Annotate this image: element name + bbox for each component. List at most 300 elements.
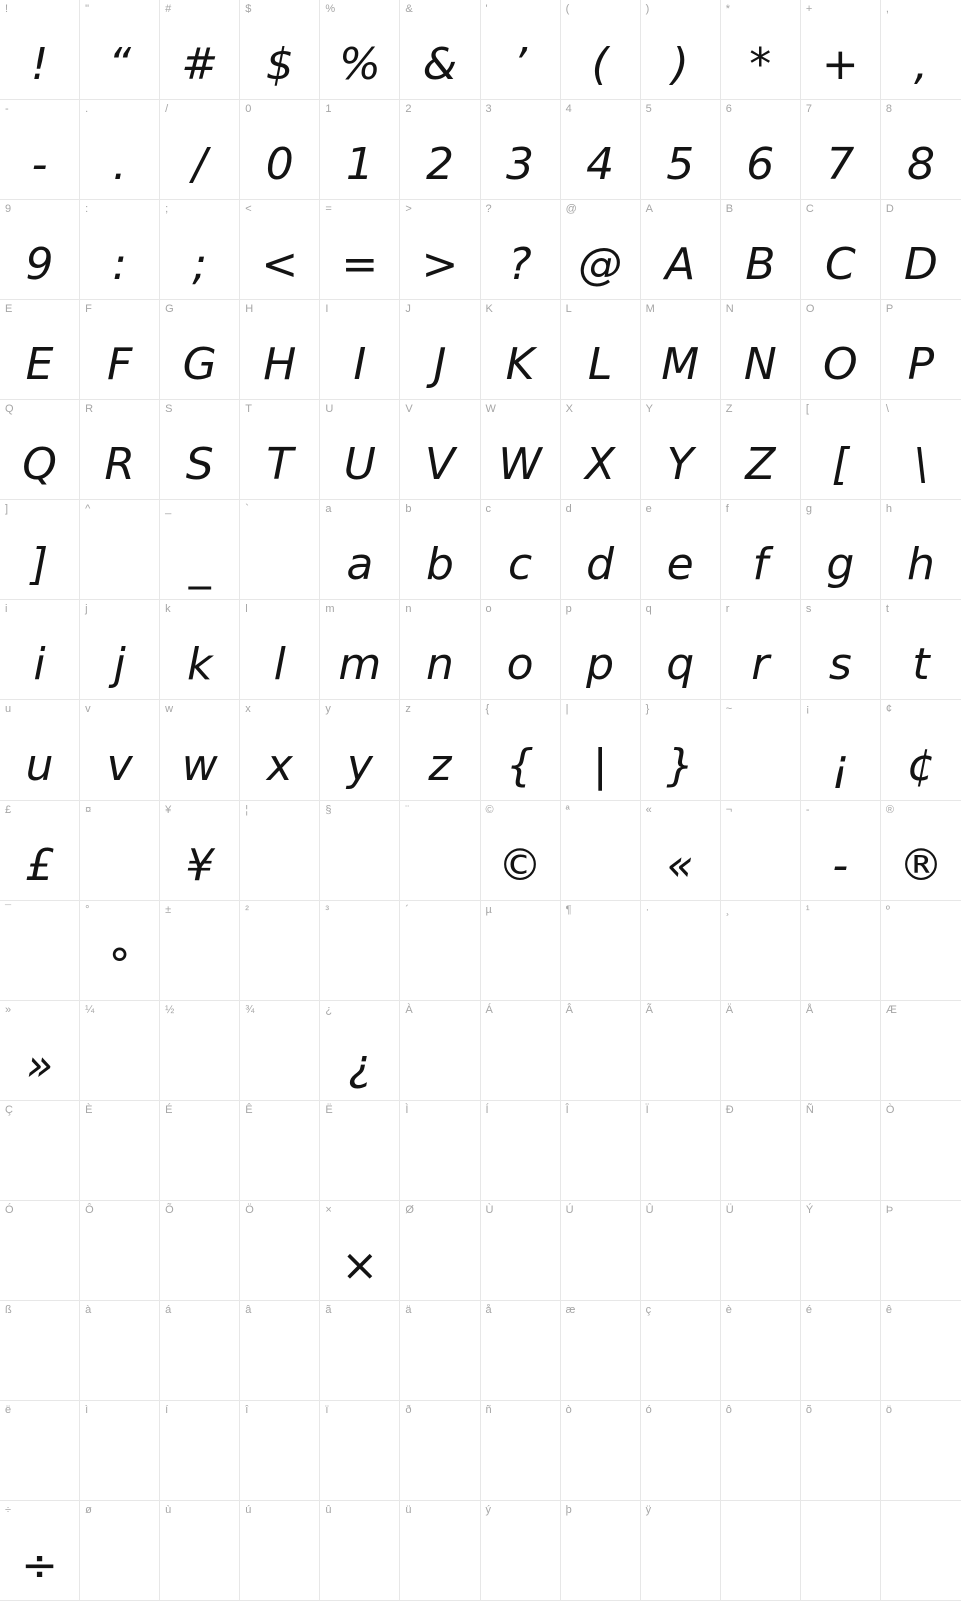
glyph-code-label: g bbox=[805, 503, 812, 516]
glyph-cell bbox=[801, 1001, 881, 1101]
glyph-cell bbox=[481, 1501, 561, 1601]
glyph-code-label: ¡ bbox=[805, 703, 810, 716]
glyph-code-label: ü bbox=[405, 1503, 412, 1516]
glyph-code-label: å bbox=[485, 1303, 492, 1316]
glyph-cell bbox=[641, 300, 721, 400]
glyph-code-label: ù bbox=[165, 1503, 172, 1516]
glyph-cell bbox=[320, 1301, 400, 1401]
glyph-code-label: : bbox=[85, 203, 89, 216]
glyph-code-label: - bbox=[5, 103, 9, 116]
glyph-cell bbox=[400, 1101, 480, 1201]
glyph-code-label: 0 bbox=[245, 103, 252, 116]
glyph-preview: ? bbox=[508, 239, 532, 291]
glyph-cell bbox=[400, 1501, 480, 1601]
glyph-cell bbox=[481, 600, 561, 700]
glyph-cell bbox=[801, 200, 881, 300]
glyph-code-label: L bbox=[565, 303, 572, 316]
glyph-cell bbox=[481, 0, 561, 100]
glyph-preview: f bbox=[752, 539, 769, 591]
glyph-code-label: ì bbox=[85, 1403, 89, 1416]
glyph-cell bbox=[320, 300, 400, 400]
glyph-code-label: ¨ bbox=[405, 803, 410, 816]
glyph-cell bbox=[80, 600, 160, 700]
glyph-code-label: ê bbox=[885, 1303, 893, 1316]
glyph-preview: © bbox=[498, 839, 543, 891]
glyph-code-label: F bbox=[85, 303, 92, 316]
glyph-code-label: < bbox=[245, 203, 252, 216]
glyph-cell bbox=[801, 1101, 881, 1201]
glyph-code-label: è bbox=[725, 1303, 732, 1316]
glyph-cell bbox=[240, 400, 320, 500]
glyph-code-label: ¬ bbox=[725, 803, 733, 816]
glyph-cell bbox=[721, 801, 801, 901]
glyph-code-label: £ bbox=[5, 803, 12, 816]
glyph-code-label: 8 bbox=[885, 103, 893, 116]
glyph-preview: 2 bbox=[425, 139, 454, 191]
glyph-preview: e bbox=[666, 539, 694, 591]
glyph-preview: Z bbox=[745, 439, 776, 491]
glyph-preview: @ bbox=[578, 239, 623, 291]
glyph-code-label: Z bbox=[725, 403, 733, 416]
glyph-cell bbox=[80, 1001, 160, 1101]
glyph-code-label: ^ bbox=[85, 503, 91, 516]
glyph-cell bbox=[561, 500, 641, 600]
glyph-code-label: 4 bbox=[565, 103, 572, 116]
glyph-cell bbox=[721, 500, 801, 600]
glyph-code-label: ó bbox=[645, 1403, 652, 1416]
glyph-code-label: í bbox=[165, 1403, 169, 1416]
glyph-cell bbox=[0, 100, 80, 200]
glyph-code-label: é bbox=[805, 1303, 812, 1316]
glyph-cell bbox=[320, 100, 400, 200]
glyph-cell bbox=[481, 1401, 561, 1501]
glyph-code-label: ; bbox=[165, 203, 169, 216]
glyph-cell bbox=[320, 700, 400, 800]
glyph-cell bbox=[561, 300, 641, 400]
glyph-cell bbox=[721, 600, 801, 700]
glyph-code-label: æ bbox=[565, 1303, 576, 1316]
glyph-cell bbox=[561, 0, 641, 100]
glyph-code-label: ' bbox=[485, 3, 488, 15]
glyph-code-label: î bbox=[245, 1403, 249, 1416]
glyph-code-label: - bbox=[805, 803, 810, 816]
glyph-cell bbox=[400, 300, 480, 400]
glyph-code-label: â bbox=[245, 1303, 252, 1316]
glyph-code-label: N bbox=[725, 303, 734, 316]
glyph-cell bbox=[320, 500, 400, 600]
glyph-code-label: È bbox=[85, 1103, 93, 1116]
glyph-cell bbox=[481, 400, 561, 500]
glyph-code-label: ä bbox=[405, 1303, 412, 1316]
glyph-cell bbox=[881, 1501, 961, 1601]
glyph-cell bbox=[80, 500, 160, 600]
glyph-preview: Y bbox=[666, 439, 694, 491]
glyph-code-label: Á bbox=[485, 1003, 493, 1016]
glyph-cell bbox=[160, 500, 240, 600]
glyph-code-label: * bbox=[725, 3, 731, 15]
glyph-cell bbox=[481, 901, 561, 1001]
glyph-code-label: Ö bbox=[245, 1203, 254, 1216]
glyph-cell bbox=[160, 1301, 240, 1401]
glyph-code-label: m bbox=[325, 603, 335, 616]
glyph-preview: N bbox=[743, 339, 777, 391]
glyph-preview: o bbox=[506, 639, 534, 691]
glyph-cell bbox=[320, 1201, 400, 1301]
glyph-cell bbox=[240, 1301, 320, 1401]
glyph-code-label: ¼ bbox=[85, 1003, 95, 1016]
glyph-code-label: ë bbox=[5, 1403, 12, 1416]
glyph-preview: c bbox=[507, 539, 533, 591]
glyph-cell bbox=[400, 1301, 480, 1401]
glyph-cell bbox=[881, 1001, 961, 1101]
glyph-preview: w bbox=[181, 739, 218, 791]
glyph-code-label: É bbox=[165, 1103, 173, 1116]
glyph-cell bbox=[160, 200, 240, 300]
glyph-preview: r bbox=[751, 639, 770, 691]
glyph-cell bbox=[0, 400, 80, 500]
glyph-cell bbox=[881, 700, 961, 800]
glyph-code-label: à bbox=[85, 1303, 92, 1316]
glyph-cell bbox=[80, 1301, 160, 1401]
glyph-cell bbox=[721, 1501, 801, 1601]
glyph-code-label: ¥ bbox=[165, 803, 172, 816]
glyph-cell bbox=[721, 700, 801, 800]
glyph-code-label: Ë bbox=[325, 1103, 333, 1116]
glyph-preview: ¥ bbox=[185, 839, 214, 891]
glyph-preview: s bbox=[828, 639, 852, 691]
glyph-code-label: Ò bbox=[885, 1103, 895, 1116]
glyph-code-label: Þ bbox=[885, 1203, 894, 1216]
glyph-code-label: û bbox=[325, 1503, 332, 1516]
glyph-code-label: [ bbox=[805, 403, 809, 416]
glyph-code-label: ³ bbox=[325, 903, 329, 916]
glyph-preview: [ bbox=[831, 439, 849, 491]
glyph-cell bbox=[881, 1201, 961, 1301]
glyph-cell bbox=[641, 1501, 721, 1601]
glyph-code-label: ½ bbox=[165, 1003, 175, 1016]
glyph-cell bbox=[320, 1401, 400, 1501]
glyph-preview: \ bbox=[913, 439, 929, 491]
glyph-cell bbox=[400, 1201, 480, 1301]
glyph-code-label: Ï bbox=[645, 1103, 649, 1116]
glyph-cell bbox=[801, 901, 881, 1001]
glyph-code-label: á bbox=[165, 1303, 172, 1316]
glyph-cell bbox=[641, 1001, 721, 1101]
glyph-code-label: « bbox=[645, 803, 652, 816]
glyph-preview: 4 bbox=[586, 139, 615, 191]
glyph-cell bbox=[641, 0, 721, 100]
glyph-code-label: $ bbox=[245, 3, 252, 15]
glyph-cell bbox=[80, 0, 160, 100]
glyph-cell bbox=[0, 600, 80, 700]
glyph-code-label: ¤ bbox=[85, 803, 92, 816]
glyph-cell bbox=[721, 1401, 801, 1501]
glyph-cell bbox=[160, 901, 240, 1001]
glyph-cell bbox=[160, 100, 240, 200]
glyph-cell bbox=[641, 400, 721, 500]
glyph-code-label: E bbox=[5, 303, 13, 316]
glyph-preview: m bbox=[338, 639, 382, 691]
glyph-code-label: þ bbox=[565, 1503, 572, 1516]
glyph-cell bbox=[881, 200, 961, 300]
glyph-cell bbox=[0, 1401, 80, 1501]
glyph-cell bbox=[641, 1101, 721, 1201]
glyph-preview: j bbox=[113, 639, 126, 691]
glyph-code-label: Å bbox=[805, 1003, 814, 1016]
glyph-preview: 8 bbox=[906, 139, 935, 191]
glyph-code-label: D bbox=[885, 203, 894, 216]
glyph-code-label: õ bbox=[805, 1403, 812, 1416]
glyph-code-label: u bbox=[5, 703, 12, 716]
glyph-cell bbox=[240, 1001, 320, 1101]
glyph-code-label: d bbox=[565, 503, 572, 516]
glyph-code-label: Ù bbox=[485, 1203, 494, 1216]
glyph-code-label: z bbox=[405, 703, 411, 716]
glyph-cell bbox=[641, 1401, 721, 1501]
glyph-code-label: ¸ bbox=[725, 903, 730, 916]
glyph-preview: ° bbox=[108, 939, 131, 991]
glyph-cell bbox=[160, 400, 240, 500]
glyph-code-label: V bbox=[405, 403, 413, 416]
glyph-code-label: _ bbox=[165, 503, 172, 516]
glyph-code-label: ø bbox=[85, 1503, 92, 1516]
glyph-preview: 7 bbox=[826, 139, 855, 191]
glyph-preview: + bbox=[821, 39, 859, 91]
glyph-cell bbox=[801, 300, 881, 400]
glyph-code-label: w bbox=[165, 703, 174, 716]
glyph-code-label: Í bbox=[485, 1103, 489, 1116]
glyph-cell bbox=[561, 901, 641, 1001]
glyph-cell bbox=[80, 1501, 160, 1601]
glyph-code-label: ÷ bbox=[5, 1503, 12, 1516]
glyph-preview: D bbox=[904, 239, 938, 291]
glyph-code-label: Ý bbox=[805, 1203, 814, 1216]
glyph-preview: 5 bbox=[666, 139, 695, 191]
glyph-code-label: ð bbox=[405, 1403, 412, 1416]
glyph-preview: n bbox=[426, 639, 454, 691]
glyph-code-label: a bbox=[325, 503, 332, 516]
glyph-code-label: ô bbox=[725, 1403, 732, 1416]
glyph-code-label: ò bbox=[565, 1403, 572, 1416]
glyph-code-label: > bbox=[405, 203, 412, 216]
glyph-cell bbox=[80, 700, 160, 800]
glyph-preview: ® bbox=[898, 839, 943, 891]
glyph-cell bbox=[240, 1201, 320, 1301]
glyph-preview: ¢ bbox=[906, 739, 935, 791]
glyph-cell bbox=[240, 300, 320, 400]
glyph-preview: T bbox=[266, 439, 294, 491]
glyph-code-label: Q bbox=[5, 403, 14, 416]
glyph-cell bbox=[561, 1501, 641, 1601]
glyph-cell bbox=[400, 600, 480, 700]
glyph-code-label: K bbox=[485, 303, 493, 316]
glyph-code-label: ~ bbox=[725, 703, 733, 716]
glyph-cell bbox=[721, 1301, 801, 1401]
glyph-preview: ; bbox=[192, 239, 208, 291]
glyph-code-label: À bbox=[405, 1003, 413, 1016]
glyph-code-label: S bbox=[165, 403, 173, 416]
glyph-code-label: ¯ bbox=[5, 903, 12, 916]
glyph-code-label: Ç bbox=[5, 1103, 13, 1116]
glyph-cell bbox=[240, 200, 320, 300]
glyph-code-label: ¾ bbox=[245, 1003, 255, 1016]
glyph-code-label: ¹ bbox=[805, 903, 810, 916]
glyph-cell bbox=[881, 901, 961, 1001]
glyph-code-label: H bbox=[245, 303, 254, 316]
glyph-preview: ¡ bbox=[831, 739, 850, 791]
glyph-preview: - bbox=[832, 839, 849, 891]
glyph-code-label: × bbox=[325, 1203, 332, 1216]
glyph-cell bbox=[400, 901, 480, 1001]
glyph-code-label: o bbox=[485, 603, 492, 616]
glyph-preview: R bbox=[104, 439, 135, 491]
glyph-code-label: ¿ bbox=[325, 1003, 333, 1016]
glyph-cell bbox=[481, 801, 561, 901]
glyph-code-label: Õ bbox=[165, 1203, 174, 1216]
glyph-code-label: " bbox=[85, 3, 89, 15]
glyph-cell bbox=[240, 700, 320, 800]
glyph-preview: * bbox=[749, 39, 772, 91]
glyph-cell bbox=[80, 400, 160, 500]
glyph-preview: l bbox=[273, 639, 286, 691]
glyph-code-label: / bbox=[165, 103, 169, 116]
glyph-preview: k bbox=[186, 639, 213, 691]
glyph-code-label: R bbox=[85, 403, 94, 416]
glyph-preview: y bbox=[346, 739, 373, 791]
glyph-code-label: ç bbox=[645, 1303, 652, 1316]
glyph-preview: x bbox=[266, 739, 293, 791]
glyph-cell bbox=[400, 100, 480, 200]
glyph-preview: G bbox=[182, 339, 217, 391]
glyph-code-label: y bbox=[325, 703, 331, 716]
glyph-code-label: l bbox=[245, 603, 248, 616]
glyph-cell bbox=[481, 700, 561, 800]
glyph-code-label: ª bbox=[565, 803, 570, 816]
glyph-cell bbox=[721, 1201, 801, 1301]
glyph-preview: I bbox=[353, 339, 367, 391]
glyph-preview: 3 bbox=[506, 139, 535, 191]
glyph-cell bbox=[801, 801, 881, 901]
glyph-code-label: ý bbox=[485, 1503, 491, 1516]
glyph-preview: ) bbox=[671, 39, 689, 91]
glyph-cell bbox=[881, 1101, 961, 1201]
glyph-cell bbox=[80, 100, 160, 200]
glyph-code-label: © bbox=[485, 803, 494, 816]
glyph-code-label: ) bbox=[645, 3, 650, 15]
glyph-code-label: ö bbox=[885, 1403, 893, 1416]
glyph-code-label: { bbox=[485, 703, 490, 716]
glyph-code-label: i bbox=[5, 603, 8, 616]
glyph-preview: . bbox=[112, 139, 127, 191]
glyph-cell bbox=[240, 0, 320, 100]
glyph-preview: d bbox=[586, 539, 615, 591]
glyph-cell bbox=[721, 901, 801, 1001]
glyph-code-label: B bbox=[725, 203, 734, 216]
glyph-preview: - bbox=[31, 139, 48, 191]
glyph-cell bbox=[481, 500, 561, 600]
glyph-code-label: 9 bbox=[5, 203, 12, 216]
glyph-code-label: b bbox=[405, 503, 412, 516]
glyph-code-label: U bbox=[325, 403, 334, 416]
glyph-cell bbox=[881, 500, 961, 600]
glyph-code-label: Y bbox=[645, 403, 653, 416]
glyph-preview: z bbox=[428, 739, 452, 791]
glyph-cell bbox=[400, 1001, 480, 1101]
glyph-cell bbox=[721, 300, 801, 400]
glyph-preview: ¿ bbox=[348, 1039, 372, 1091]
glyph-cell bbox=[240, 1401, 320, 1501]
glyph-code-label: Ü bbox=[725, 1203, 734, 1216]
glyph-cell bbox=[561, 400, 641, 500]
glyph-code-label: ² bbox=[245, 903, 249, 916]
glyph-preview: : bbox=[112, 239, 128, 291]
glyph-cell bbox=[0, 1101, 80, 1201]
glyph-preview: > bbox=[421, 239, 459, 291]
glyph-cell bbox=[160, 1501, 240, 1601]
glyph-cell bbox=[320, 1001, 400, 1101]
glyph-cell bbox=[160, 1001, 240, 1101]
glyph-preview: ] bbox=[30, 539, 49, 591]
glyph-cell bbox=[80, 901, 160, 1001]
glyph-preview: g bbox=[826, 539, 855, 591]
glyph-preview: B bbox=[745, 239, 776, 291]
glyph-cell bbox=[160, 801, 240, 901]
glyph-code-label: k bbox=[165, 603, 171, 616]
glyph-code-label: T bbox=[245, 403, 252, 416]
glyph-cell bbox=[801, 1501, 881, 1601]
glyph-cell bbox=[0, 1201, 80, 1301]
glyph-cell bbox=[881, 1301, 961, 1401]
glyph-preview: V bbox=[424, 439, 455, 491]
glyph-cell bbox=[721, 200, 801, 300]
glyph-code-label: r bbox=[725, 603, 730, 616]
glyph-code-label: ® bbox=[885, 803, 895, 816]
glyph-cell bbox=[160, 1101, 240, 1201]
glyph-cell bbox=[561, 1201, 641, 1301]
glyph-cell bbox=[80, 300, 160, 400]
glyph-code-label: ] bbox=[5, 503, 9, 516]
glyph-cell bbox=[0, 801, 80, 901]
glyph-preview: % bbox=[338, 39, 381, 91]
glyph-cell bbox=[240, 1101, 320, 1201]
glyph-code-label: A bbox=[645, 203, 653, 216]
glyph-cell bbox=[80, 1101, 160, 1201]
glyph-cell bbox=[881, 100, 961, 200]
glyph-cell bbox=[0, 1001, 80, 1101]
glyph-code-label: + bbox=[805, 3, 813, 15]
glyph-cell bbox=[240, 901, 320, 1001]
glyph-cell bbox=[240, 500, 320, 600]
glyph-cell bbox=[641, 901, 721, 1001]
glyph-preview: K bbox=[505, 339, 535, 391]
glyph-code-label: ñ bbox=[485, 1403, 492, 1416]
glyph-cell bbox=[400, 700, 480, 800]
glyph-code-label: & bbox=[405, 3, 413, 15]
glyph-preview: M bbox=[661, 339, 700, 391]
glyph-cell bbox=[240, 801, 320, 901]
glyph-preview: “ bbox=[108, 39, 132, 91]
glyph-code-label: Ø bbox=[405, 1203, 414, 1216]
glyph-code-label: f bbox=[725, 503, 729, 516]
glyph-preview: , bbox=[913, 39, 928, 91]
glyph-code-label: s bbox=[805, 603, 812, 616]
glyph-cell bbox=[561, 1101, 641, 1201]
glyph-code-label: W bbox=[485, 403, 496, 416]
glyph-code-label: Ó bbox=[5, 1203, 14, 1216]
glyph-code-label: ¶ bbox=[565, 903, 572, 916]
glyph-cell bbox=[400, 0, 480, 100]
glyph-code-label: p bbox=[565, 603, 572, 616]
